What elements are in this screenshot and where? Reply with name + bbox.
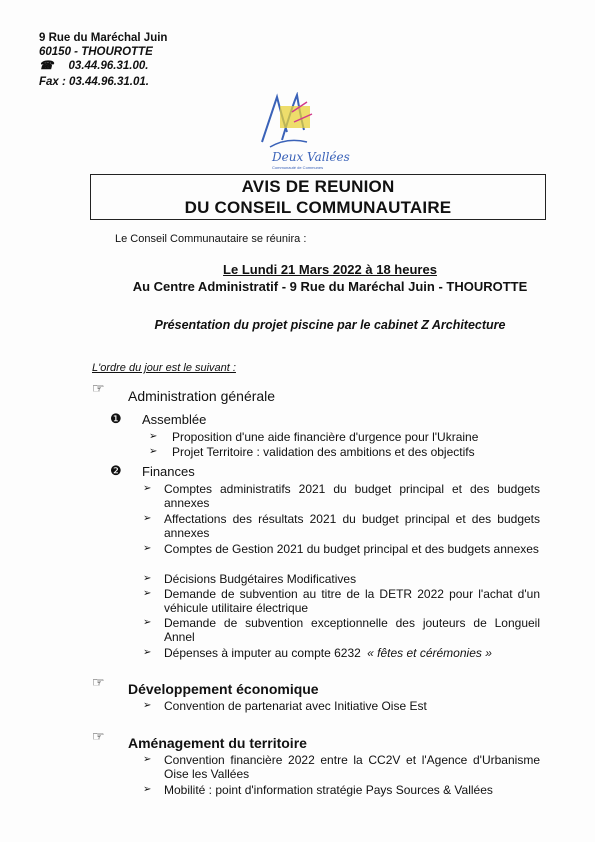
phone-number: 03.44.96.31.00.: [68, 60, 149, 72]
bullet-arrow-icon: ➢: [143, 647, 152, 658]
presentation-line: Présentation du projet piscine par le cabinet Z Architecture: [154, 318, 506, 332]
bullet-arrow-icon: ➢: [143, 513, 152, 524]
pointing-hand-icon: ☞: [92, 674, 105, 690]
logo-name: Deux Vallées: [272, 150, 350, 164]
list-item: Comptes administratifs 2021 du budget principal et des budgets annexes: [164, 482, 540, 510]
section-title-admin: Administration générale: [128, 388, 276, 404]
phone-icon: ☎: [39, 60, 54, 72]
fax-number: Fax : 03.44.96.31.01.: [39, 76, 149, 88]
bullet-arrow-icon: ➢: [143, 573, 152, 584]
bullet-arrow-icon: ➢: [143, 784, 152, 795]
list-item: Convention financière 2022 entre la CC2V et l'Agence d'Urbanisme Oise les Vallées: [164, 753, 540, 781]
list-item: Proposition d'une aide financière d'urgence pour l'Ukraine: [172, 430, 479, 444]
number-one-icon: ❶: [110, 411, 122, 426]
bullet-arrow-icon: ➢: [149, 446, 158, 457]
list-item: Convention de partenariat avec Initiative Oise Est: [164, 699, 427, 713]
pointing-hand-icon: ☞: [92, 728, 105, 744]
bullet-arrow-icon: ➢: [143, 754, 152, 765]
list-item: Décisions Budgétaires Modificatives: [164, 572, 357, 586]
phone-line: [39, 59, 148, 73]
subsection-assemblee: Assemblée: [142, 412, 207, 427]
list-item: Demande de subvention au titre de la DETR 2022 pour l'achat d'un véhicule utilitaire électrique: [164, 587, 540, 615]
list-item: Comptes de Gestion 2021 du budget principal et des budgets annexes: [164, 542, 539, 556]
logo-tagline: Communauté de Communes: [272, 165, 324, 170]
bullet-arrow-icon: ➢: [143, 588, 152, 599]
deux-vallees-logo: [252, 92, 352, 174]
meeting-place: Au Centre Administratif - 9 Rue du Maréchal Juin - THOUROTTE: [132, 279, 528, 294]
title-line-2: DU CONSEIL COMMUNAUTAIRE: [184, 198, 452, 217]
section-title-amen: Aménagement du territoire: [128, 735, 307, 751]
list-item: Affectations des résultats 2021 du budget principal et des budgets annexes: [164, 512, 540, 540]
list-item: Demande de subvention exceptionnelle des jouteurs de Longueil Annel: [164, 616, 540, 644]
subsection-finances: Finances: [142, 464, 195, 479]
bullet-arrow-icon: ➢: [143, 543, 152, 554]
section-title-dev: Développement économique: [128, 681, 319, 697]
list-item: Mobilité : point d'information stratégie Pays Sources & Vallées: [164, 783, 493, 797]
pointing-hand-icon: ☞: [92, 380, 105, 396]
bullet-arrow-icon: ➢: [149, 431, 158, 442]
address-street: 9 Rue du Maréchal Juin: [39, 32, 168, 44]
list-item: Projet Territoire : validation des ambitions et des objectifs: [172, 445, 475, 459]
title-line-1: AVIS DE REUNION: [241, 177, 395, 196]
bullet-arrow-icon: ➢: [143, 700, 152, 711]
list-item: Dépenses à imputer au compte 6232 « fêtes et cérémonies »: [164, 646, 492, 660]
bullet-arrow-icon: ➢: [143, 617, 152, 628]
number-two-icon: ❷: [110, 463, 122, 478]
intro-text: Le Conseil Communautaire se réunira :: [115, 233, 307, 245]
meeting-date: Le Lundi 21 Mars 2022 à 18 heures: [223, 262, 437, 277]
bullet-arrow-icon: ➢: [143, 483, 152, 494]
logo-hands-icon: [252, 92, 352, 152]
agenda-intro: L'ordre du jour est le suivant :: [92, 362, 236, 374]
address-city: 60150 - THOUROTTE: [39, 46, 153, 58]
